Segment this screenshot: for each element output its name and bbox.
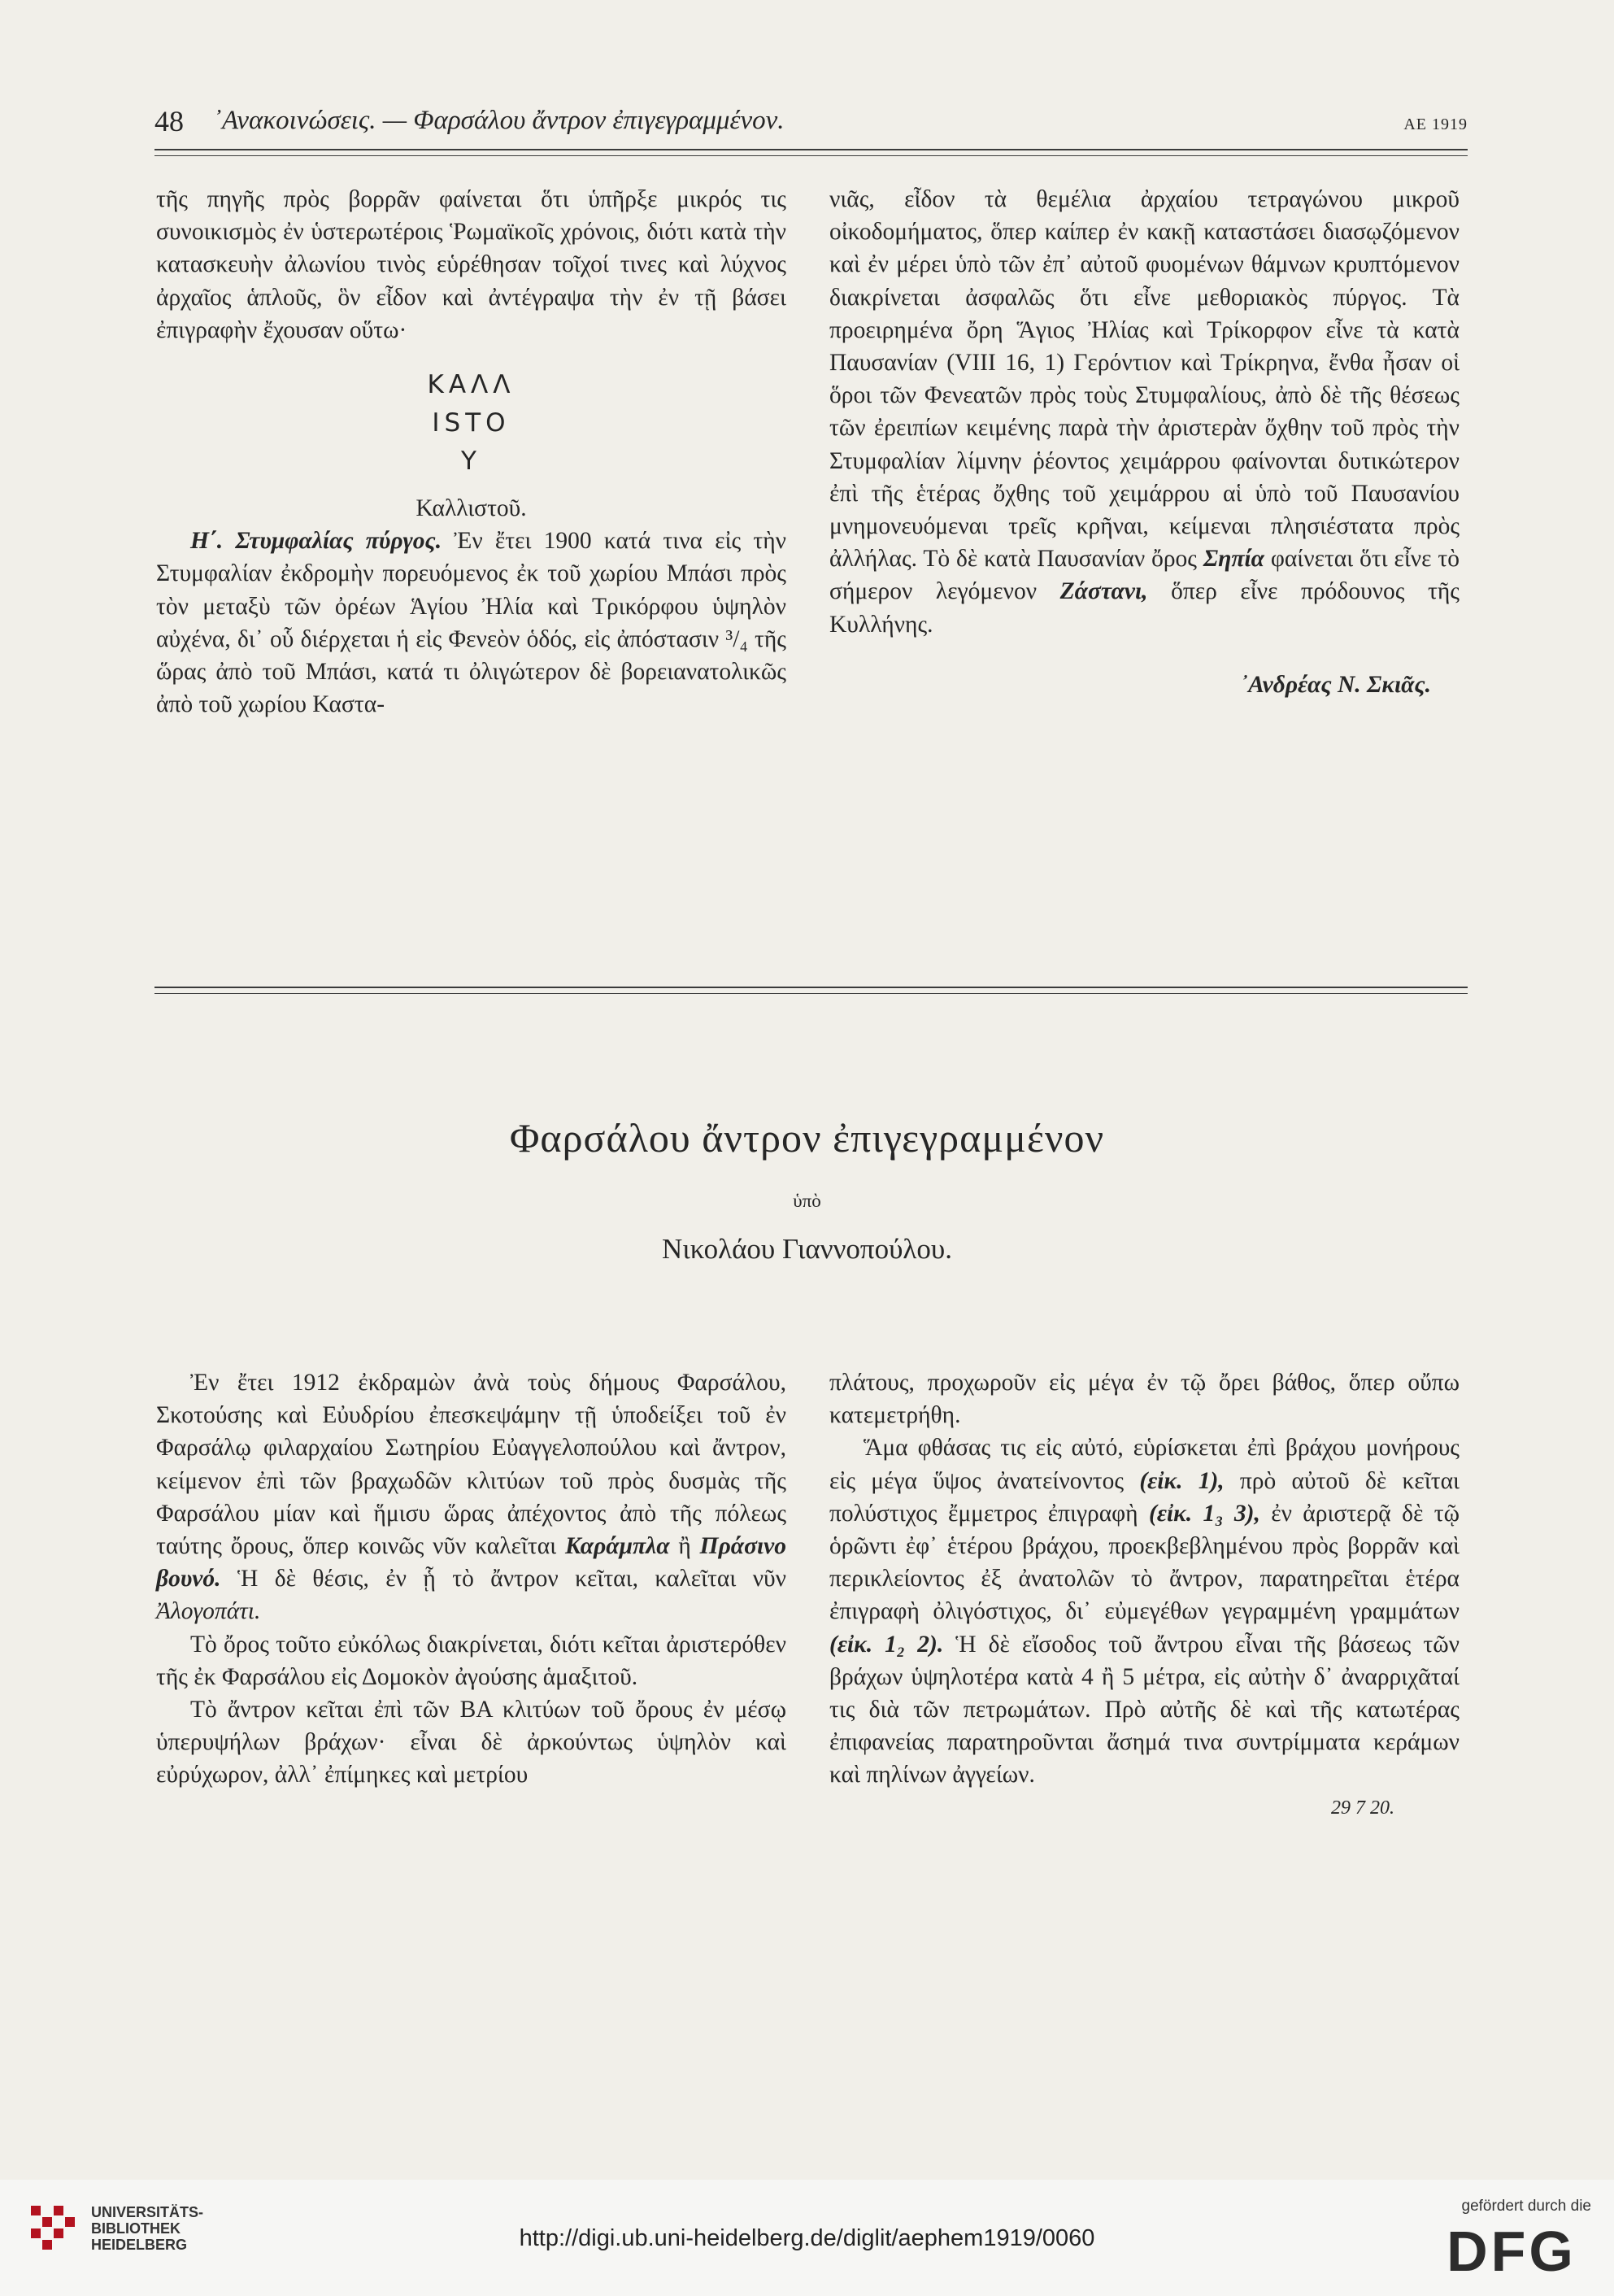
article-date: 29 7 20.	[1331, 1797, 1394, 1819]
bottom-right-column	[829, 1366, 1460, 1824]
paragraph-text: Ἐν ἔτει 1900 κατά τινα εἰς τὴν Στυμφαλίαν ἐκδρομὴν πορευόμενος ἐκ τοῦ χωρίου Μπάσι πρὸς τὸν μεταξὺ τῶν ὀρέων Ἁγίου Ἠλία καὶ Τρικόρφου ὑψηλὸν αὐχένα, δι᾿ οὗ διέρχεται ἡ εἰς Φενεὸν ὁδός, εἰς ἀπόστασιν ³/₄ τῆς ὥρας ἀπὸ τοῦ Μπάσι, κατά τι ὀλιγώτερον δὲ βορειανατολικῶς ἀπὸ τοῦ χωρίου Καστα-	[156, 528, 787, 718]
paragraph-text: φαίνεται ὅτι εἶνε τὸ σήμερον λεγόμενον	[829, 546, 1460, 605]
header-rule-top	[154, 149, 1468, 150]
inscription-line: ΙSTΟ	[432, 408, 511, 438]
paragraph	[156, 525, 786, 721]
top-right-column	[829, 183, 1460, 701]
header-rule-bottom	[154, 155, 1468, 156]
paragraph	[829, 1431, 1460, 1791]
paragraph-text: πρὸ αὐτοῦ δὲ κεῖται πολύστιχος ἔμμετρος ἐπιγραφὴ	[829, 1467, 1460, 1527]
library-name-line: HEIDELBERG	[91, 2237, 188, 2253]
place-name: Ζάστανι,	[1059, 578, 1148, 605]
paragraph-text: Ἡ δὲ θέσις, ἐν ᾗ τὸ ἄντρον κεῖται, καλεῖται νῦν	[237, 1566, 786, 1592]
paragraph	[829, 183, 1460, 641]
paragraph-text: Ἐν ἔτει 1912 ἐκδραμὼν ἀνὰ τοὺς δήμους Φαρσάλου, Σκοτούσης καὶ Εὐυδρίου ἐπεσκεψάμην τῇ ὑποδείξει τοῦ ἐν Φαρσάλῳ φιλαρχαίου Σωτηρίου Εὐαγγελοπούλου καὶ ἄντρον, κείμενον ἐπὶ τῶν βραχωδῶν κλιτύων τοῦ πρὸς δυσμὰς τῆς Φαρσάλου μίαν καὶ ἥμισυ ὥρας ἀπέχοντος ἀπὸ τῆς πόλεως ταύτης ὄρους, ὅπερ κοινῶς νῦν καλεῖται	[156, 1370, 786, 1560]
paragraph-text: Ἡ δὲ εἴσοδος τοῦ ἄντρου εἶναι τῆς βάσεως τῶν βράχων ὑψηλοτέρα κατὰ 4 ἢ 5 μέτρα, εἰς αὐτὴν δ᾿ ἀναρριχᾶταί τις διὰ τῶν πετρωμάτων. Πρὸ αὐτῆς δὲ καὶ τῆς κατωτέρας ἐπιφανείας παρατηροῦνται ἄσημά τινα συντρίμματα κεράμων καὶ πηλίνων ἀγγείων.	[829, 1631, 1460, 1788]
journal-code: ΑΕ 1919	[1403, 115, 1468, 133]
library-name-line: UNIVERSITÄTS-	[91, 2204, 204, 2220]
dfg-logo-icon	[1432, 2222, 1591, 2279]
running-title: ᾿Ανακοινώσεις. — Φαρσάλου ἄντρον ἐπιγεγραμμένον.	[213, 106, 785, 135]
place-name: Πράσινο βουνό.	[156, 1533, 787, 1592]
page-header	[154, 104, 1468, 145]
inscription-transliteration: Καλλιστοῦ.	[415, 495, 527, 522]
figure-reference: (εἰκ. 1),	[1139, 1467, 1225, 1494]
top-left-column	[156, 183, 786, 721]
bottom-left-column	[156, 1366, 786, 1792]
paragraph-text: Ἅμα φθάσας τις εἰς αὐτό, εὑρίσκεται ἐπὶ βράχου μονήρους εἰς μέγα ὕψος ἀνατείνοντος	[829, 1435, 1460, 1494]
inscription-line: Υ	[461, 447, 481, 477]
paragraph-text: ἐν ἀριστερᾷ δὲ τῷ ὁρῶντι ἐφ᾿ ἑτέρου βράχου, προεκβεβλημένου πρὸς βορρᾶν καὶ περικλείοντος ἐξ ἀνατολῶν τὸ ἄντρον, παρατηρεῖται ἑτέρα ἐπιγραφὴ ὀλιγόστιχος, δι᾿ εὐμεγέθων γεγραμμένη γραμμάτων	[829, 1500, 1460, 1625]
place-name: Ἀλογοπάτι.	[156, 1598, 261, 1625]
paragraph-text: ὅπερ εἶνε πρόδουνος τῆς Κυλλήνης.	[829, 578, 1460, 638]
lamp-inscription	[156, 366, 786, 481]
byline-preposition: ὑπὸ	[793, 1191, 821, 1211]
paragraph-text: ἢ	[678, 1533, 691, 1560]
paragraph: πλάτους, προχωροῦν εἰς μέγα ἐν τῷ ὄρει βάθος, ὅπερ οὔπω κατεμετρήθη.	[829, 1370, 1460, 1429]
library-name-line: BIBLIOTHEK	[91, 2220, 181, 2237]
section-divider-bottom	[154, 993, 1468, 994]
paragraph: τῆς πηγῆς πρὸς βορρᾶν φαίνεται ὅτι ὑπῆρξε μικρός τις συνοικισμὸς ἐν ὑστερωτέροις Ῥωμαϊκοῖς χρόνοις, διότι κατὰ τὴν κατασκευὴν ἀλωνίου τινὸς εὑρέθησαν τοῖχοί τινες καὶ λύχνος ἀρχαῖος ἁπλοῦς, ὃν εἶδον καὶ ἀντέγραψα τὴν ἐν τῇ βάσει ἐπιγραφὴν ἔχουσαν οὕτω·	[156, 186, 786, 343]
permalink-url[interactable]: http://digi.ub.uni-heidelberg.de/diglit/aephem1919/0060	[519, 2225, 1095, 2251]
section-heading: Η΄. Στυμφαλίας πύργος.	[190, 528, 442, 555]
figure-reference: (εἰκ. 1₂ 2).	[829, 1631, 944, 1658]
digitization-footer	[0, 2180, 1614, 2296]
paragraph-text: νιᾶς, εἶδον τὰ θεμέλια ἀρχαίου τετραγώνου μικροῦ οἰκοδομήματος, ὅπερ καίπερ ἐν κακῇ καταστάσει διασῳζόμενον καὶ ἐν μέρει ὑπὸ τῶν ἐπ᾿ αὐτοῦ φυομένων θάμνων κρυπτόμενον διακρίνεται ἀσφαλῶς ὅτι εἶνε μεθοριακὸς πύργος. Τὰ προειρημένα ὄρη Ἅγιος Ἠλίας καὶ Τρίκορφον εἶνε τὰ κατὰ Παυσανίαν (VIII 16, 1) Γερόντιον καὶ Τρίκρηνα, ἔνθα ἦσαν οἱ ὅροι τῶν Φενεατῶν πρὸς τοὺς Στυμφαλίους, ἀπὸ δὲ τῆς θέσεως τῶν ἐρειπίων κειμένης παρὰ τὴν ἀριστερὰν ὄχθην τοῦ πρὸς τὴν Στυμφαλίαν λίμνην ῥέοντος χειμάρρου φαίνονται δυτικώτερον ἐπὶ τῆς ἑτέρας ὄχθης τοῦ χειμάρρου αἱ ὑπὸ τοῦ Παυσανίου μνημονευόμεναι τρεῖς κρῆναι, κείμεναι πλησιέστατα πρὸς ἀλλήλας. Τὸ δὲ κατὰ Παυσανίαν ὄρος	[829, 186, 1460, 573]
paragraph: Τὸ ὄρος τοῦτο εὐκόλως διακρίνεται, διότι κεῖται ἀριστερόθεν τῆς ἐκ Φαρσάλου εἰς Δομοκὸν ἀγούσης ἁμαξιτοῦ.	[156, 1631, 786, 1690]
place-name: Καράμπλα	[565, 1533, 670, 1560]
funded-by-label: gefördert durch die	[1461, 2198, 1591, 2215]
figure-reference: (εἰκ. 1₃ 3),	[1149, 1500, 1260, 1527]
section-divider-top	[154, 987, 1468, 988]
inscription-line: ΚΑΛΛ	[427, 370, 516, 400]
author-signature: ᾿Ανδρέας Ν. Σκιᾶς.	[1240, 671, 1431, 698]
paragraph: Τὸ ἄντρον κεῖται ἐπὶ τῶν ΒΑ κλιτύων τοῦ ὄρους ἐν μέσῳ ὑπερυψήλων βράχων· εἶναι δὲ ἀρκούντως ὑψηλὸν καὶ εὐρύχωρον, ἀλλ᾿ ἐπίμηκες καὶ μετρίου	[156, 1697, 786, 1788]
paragraph	[156, 1366, 786, 1628]
byline-author: Νικολάου Γιαννοπούλου.	[662, 1233, 952, 1265]
article-title: Φαρσάλου ἄντρον ἐπιγεγραμμένον	[509, 1115, 1105, 1161]
place-name: Σηπία	[1203, 546, 1264, 573]
page-number: 48	[154, 105, 184, 137]
svg-text:DFG: DFG	[1447, 2222, 1577, 2279]
